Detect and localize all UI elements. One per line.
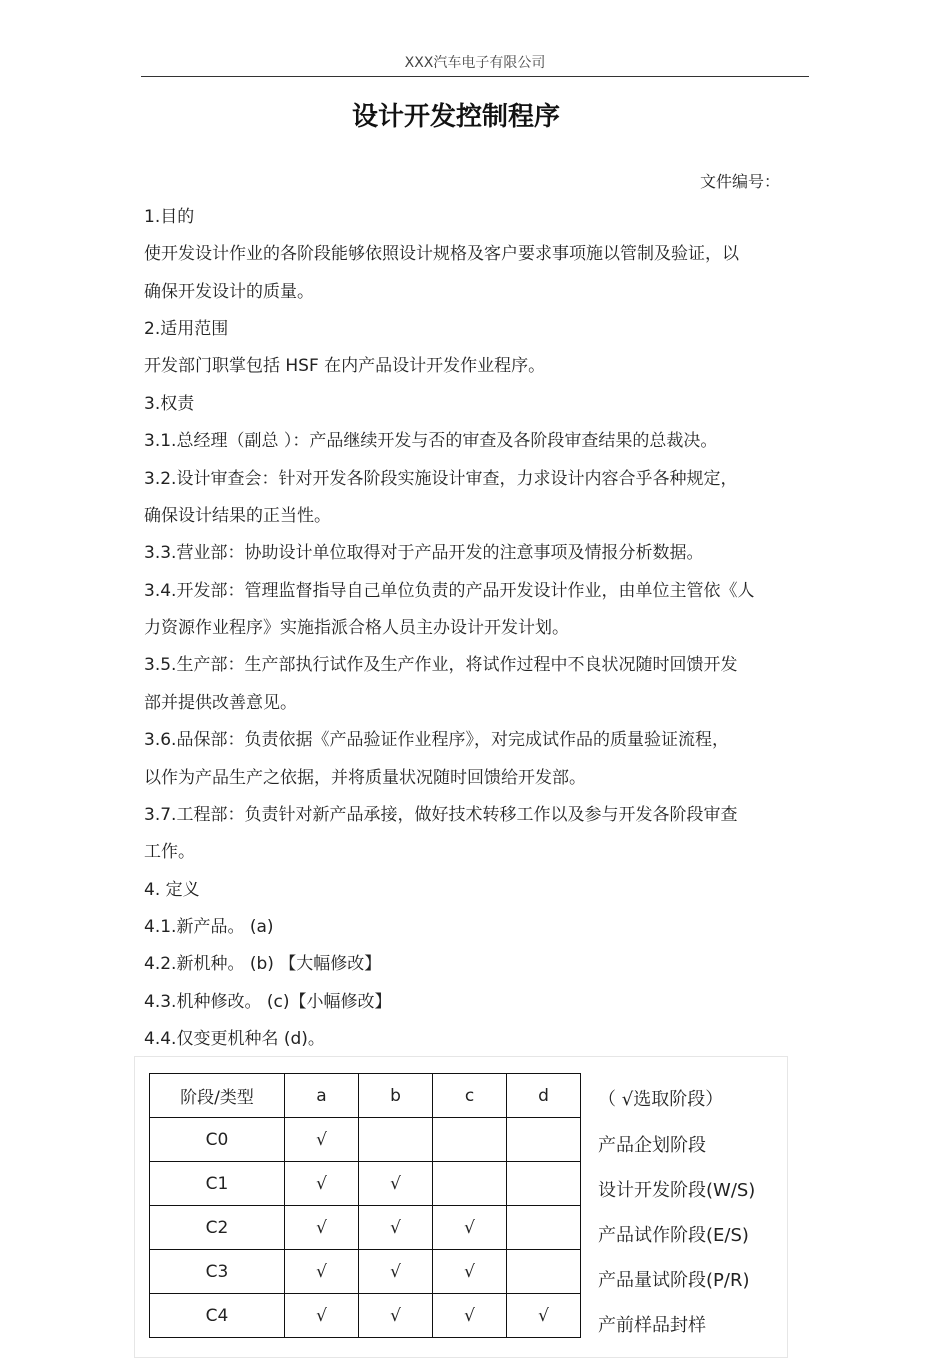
check-cell: √	[359, 1294, 433, 1338]
check-cell: √	[359, 1250, 433, 1294]
check-cell	[507, 1206, 581, 1250]
stage-cell: C4	[150, 1294, 285, 1338]
section-heading-definitions: 4. 定义	[144, 880, 200, 900]
body-text-line: 3.3.营业部：协助设计单位取得对于产品开发的注意事项及情报分析数据。	[144, 543, 704, 563]
body-text-line: 以作为产品生产之依据，并将质量状况随时回馈给开发部。	[144, 768, 586, 788]
check-cell: √	[433, 1206, 507, 1250]
body-text-line: 开发部门职掌包括 HSF 在内产品设计开发作业程序。	[144, 356, 546, 376]
check-cell: √	[285, 1118, 359, 1162]
stage-note: 产前样品封样	[598, 1315, 706, 1336]
check-cell: √	[285, 1294, 359, 1338]
body-text-line: 3.6.品保部：负责依据《产品验证作业程序》，对完成试作品的质量验证流程，	[144, 730, 729, 750]
section-heading-scope: 2.适用范围	[144, 319, 229, 339]
section-heading-purpose: 1.目的	[144, 207, 195, 227]
body-text-line: 力资源作业程序》实施指派合格人员主办设计开发计划。	[144, 618, 569, 638]
check-cell: √	[359, 1206, 433, 1250]
body-text-line: 部并提供改善意见。	[144, 693, 297, 713]
stage-note: 产品企划阶段	[598, 1135, 706, 1156]
check-cell: √	[507, 1294, 581, 1338]
body-text-line: 确保设计结果的正当性。	[144, 506, 331, 526]
company-name: XXX汽车电子有限公司	[404, 55, 546, 71]
stage-cell: C3	[150, 1250, 285, 1294]
body-text-line: 3.7.工程部：负责针对新产品承接，做好技术转移工作以及参与开发各阶段审查	[144, 805, 738, 825]
check-cell: √	[359, 1162, 433, 1206]
stage-note: 产品量试阶段(P/R)	[598, 1270, 750, 1291]
body-text-line: 3.5.生产部：生产部执行试作及生产作业，将试作过程中不良状况随时回馈开发	[144, 655, 738, 675]
table-header-cell: d	[507, 1074, 581, 1118]
document-number-label: 文件编号：	[700, 172, 781, 191]
body-text-line: 4.1.新产品。 (a)	[144, 917, 274, 937]
body-text-line: 工作。	[144, 842, 195, 862]
table-header-cell: c	[433, 1074, 507, 1118]
stage-cell: C0	[150, 1118, 285, 1162]
page-header	[141, 52, 809, 77]
body-text-line: 确保开发设计的质量。	[144, 282, 314, 302]
stage-cell: C2	[150, 1206, 285, 1250]
stage-note: 设计开发阶段(W/S)	[598, 1180, 756, 1201]
check-cell	[507, 1250, 581, 1294]
table-header-cell: b	[359, 1074, 433, 1118]
check-cell	[433, 1162, 507, 1206]
stage-note-legend: （ √选取阶段）	[598, 1089, 724, 1110]
body-text-line: 使开发设计作业的各阶段能够依照设计规格及客户要求事项施以管制及验证，以	[144, 244, 739, 264]
stage-cell: C1	[150, 1162, 285, 1206]
section-heading-responsibility: 3.权责	[144, 394, 195, 414]
stage-table	[149, 1073, 581, 1338]
body-text-line: 3.2.设计审查会：针对开发各阶段实施设计审查，力求设计内容合乎各种规定，	[144, 469, 738, 489]
stage-note: 产品试作阶段(E/S)	[598, 1225, 749, 1246]
check-cell	[507, 1162, 581, 1206]
table-row	[150, 1162, 581, 1206]
table-row	[150, 1118, 581, 1162]
table-header-row	[150, 1074, 581, 1118]
table-row	[150, 1250, 581, 1294]
check-cell: √	[285, 1250, 359, 1294]
check-cell: √	[285, 1162, 359, 1206]
check-cell: √	[285, 1206, 359, 1250]
table-header-cell: a	[285, 1074, 359, 1118]
table-header-cell: 阶段/类型	[150, 1074, 285, 1118]
stage-table-figure	[134, 1056, 788, 1358]
table-row	[150, 1294, 581, 1338]
body-text-line: 3.1.总经理（副总 ）：产品继续开发与否的审查及各阶段审查结果的总裁决。	[144, 431, 718, 451]
body-text-line: 4.3.机种修改。 (c)【小幅修改】	[144, 992, 392, 1012]
check-cell	[507, 1118, 581, 1162]
table-row	[150, 1206, 581, 1250]
check-cell: √	[433, 1294, 507, 1338]
check-cell: √	[433, 1250, 507, 1294]
body-text-line: 3.4.开发部：管理监督指导自己单位负责的产品开发设计作业，由单位主管依《人	[144, 581, 755, 601]
body-text-line: 4.2.新机种。 (b) 【大幅修改】	[144, 954, 382, 974]
document-title: 设计开发控制程序	[351, 102, 560, 132]
body-text-line: 4.4.仅变更机种名 (d)。	[144, 1029, 325, 1049]
check-cell	[433, 1118, 507, 1162]
check-cell	[359, 1118, 433, 1162]
